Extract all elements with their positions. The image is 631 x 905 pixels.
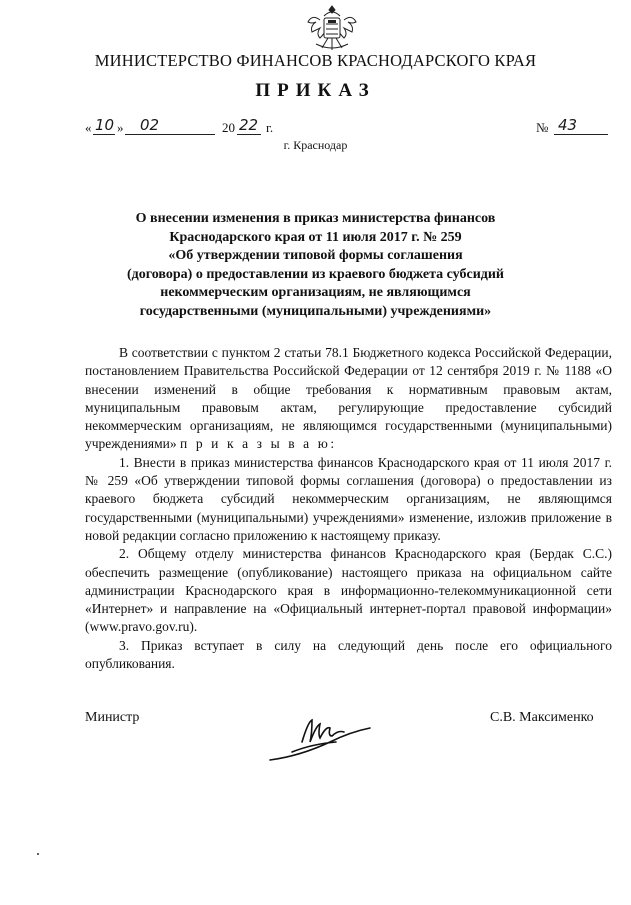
paragraph-item-3: 3. Приказ вступает в силу на следующий день после его официального опубликования.: [85, 637, 612, 672]
preamble-text: В соответствии с пунктом 2 статьи 78.1 Бюджетного кодекса Российской Федерации, постановлением Правительства Российской Федерации от 12 сентября 2019 г. № 1188 «О внесении изменений в общие требования к нормативным правовым актам, муниципальным правовым актам, регулирующие предоставление субсидий некоммерческим организациям, не являющимся государственными (муниципальными) учреждениями»: [85, 345, 612, 452]
title-line: Краснодарского края от 11 июля 2017 г. № 259: [169, 229, 462, 245]
paragraph-item-2: 2. Общему отделу министерства финансов Краснодарского края (Бердак С.С.) обеспечить размещение (опубликование) настоящего приказа на официальном сайте администрации Краснодарского края в информационно-телекоммуникационной сети «Интернет» и направление на «Официальный интернет-портал правовой информации» (www.pravo.gov.ru).: [85, 546, 612, 635]
signatory-name: С.В. Максименко: [490, 710, 594, 725]
order-keyword: п р и к а з ы в а ю:: [180, 436, 337, 452]
paragraph-item-1: 1. Внести в приказ министерства финансов Краснодарского края от 11 июля 2017 г. № 259 «Об утверждении типовой формы соглашения (договора) о предоставлении из краевого бюджета субсидий некоммерческим организациям, не являющимся государственными (муниципальными) учреждениями» изменение, изложив приложение в новой редакции согласно приложению к настоящему приказу.: [85, 454, 612, 543]
document-body: [85, 344, 612, 673]
date-quote-open: «: [85, 120, 92, 135]
title-line: О внесении изменения в приказ министерства финансов: [135, 211, 496, 226]
date-line: [85, 118, 285, 140]
coat-of-arms-emblem: [302, 2, 362, 54]
year-suffix: 22: [239, 116, 259, 134]
number-value: 43: [558, 116, 578, 134]
scan-speck: [37, 853, 39, 855]
document-title: [70, 210, 561, 321]
document-type: ПРИКАЗ: [255, 80, 376, 101]
date-month: 02: [140, 116, 160, 134]
city-label: г. Краснодар: [283, 138, 348, 152]
order-number: [536, 118, 616, 140]
number-label: №: [536, 120, 549, 135]
title-line: «Об утверждении типовой формы соглашения: [168, 248, 463, 263]
paragraph-preamble: [85, 344, 612, 454]
ministry-name: МИНИСТЕРСТВО ФИНАНСОВ КРАСНОДАРСКОГО КРАЯ: [94, 51, 537, 70]
signatory-position: Министр: [85, 710, 140, 725]
handwritten-signature: [262, 712, 372, 764]
date-day: 10: [95, 116, 115, 134]
year-prefix: 20: [222, 120, 235, 135]
title-line: (договора) о предоставлении из краевого бюджета субсидий: [127, 266, 504, 282]
year-abbr: г.: [266, 120, 274, 135]
title-line: государственными (муниципальными) учреждениями»: [139, 303, 492, 319]
title-line: некоммерческим организациям, не являющимся: [160, 285, 471, 300]
date-quote-close: »: [117, 120, 124, 135]
